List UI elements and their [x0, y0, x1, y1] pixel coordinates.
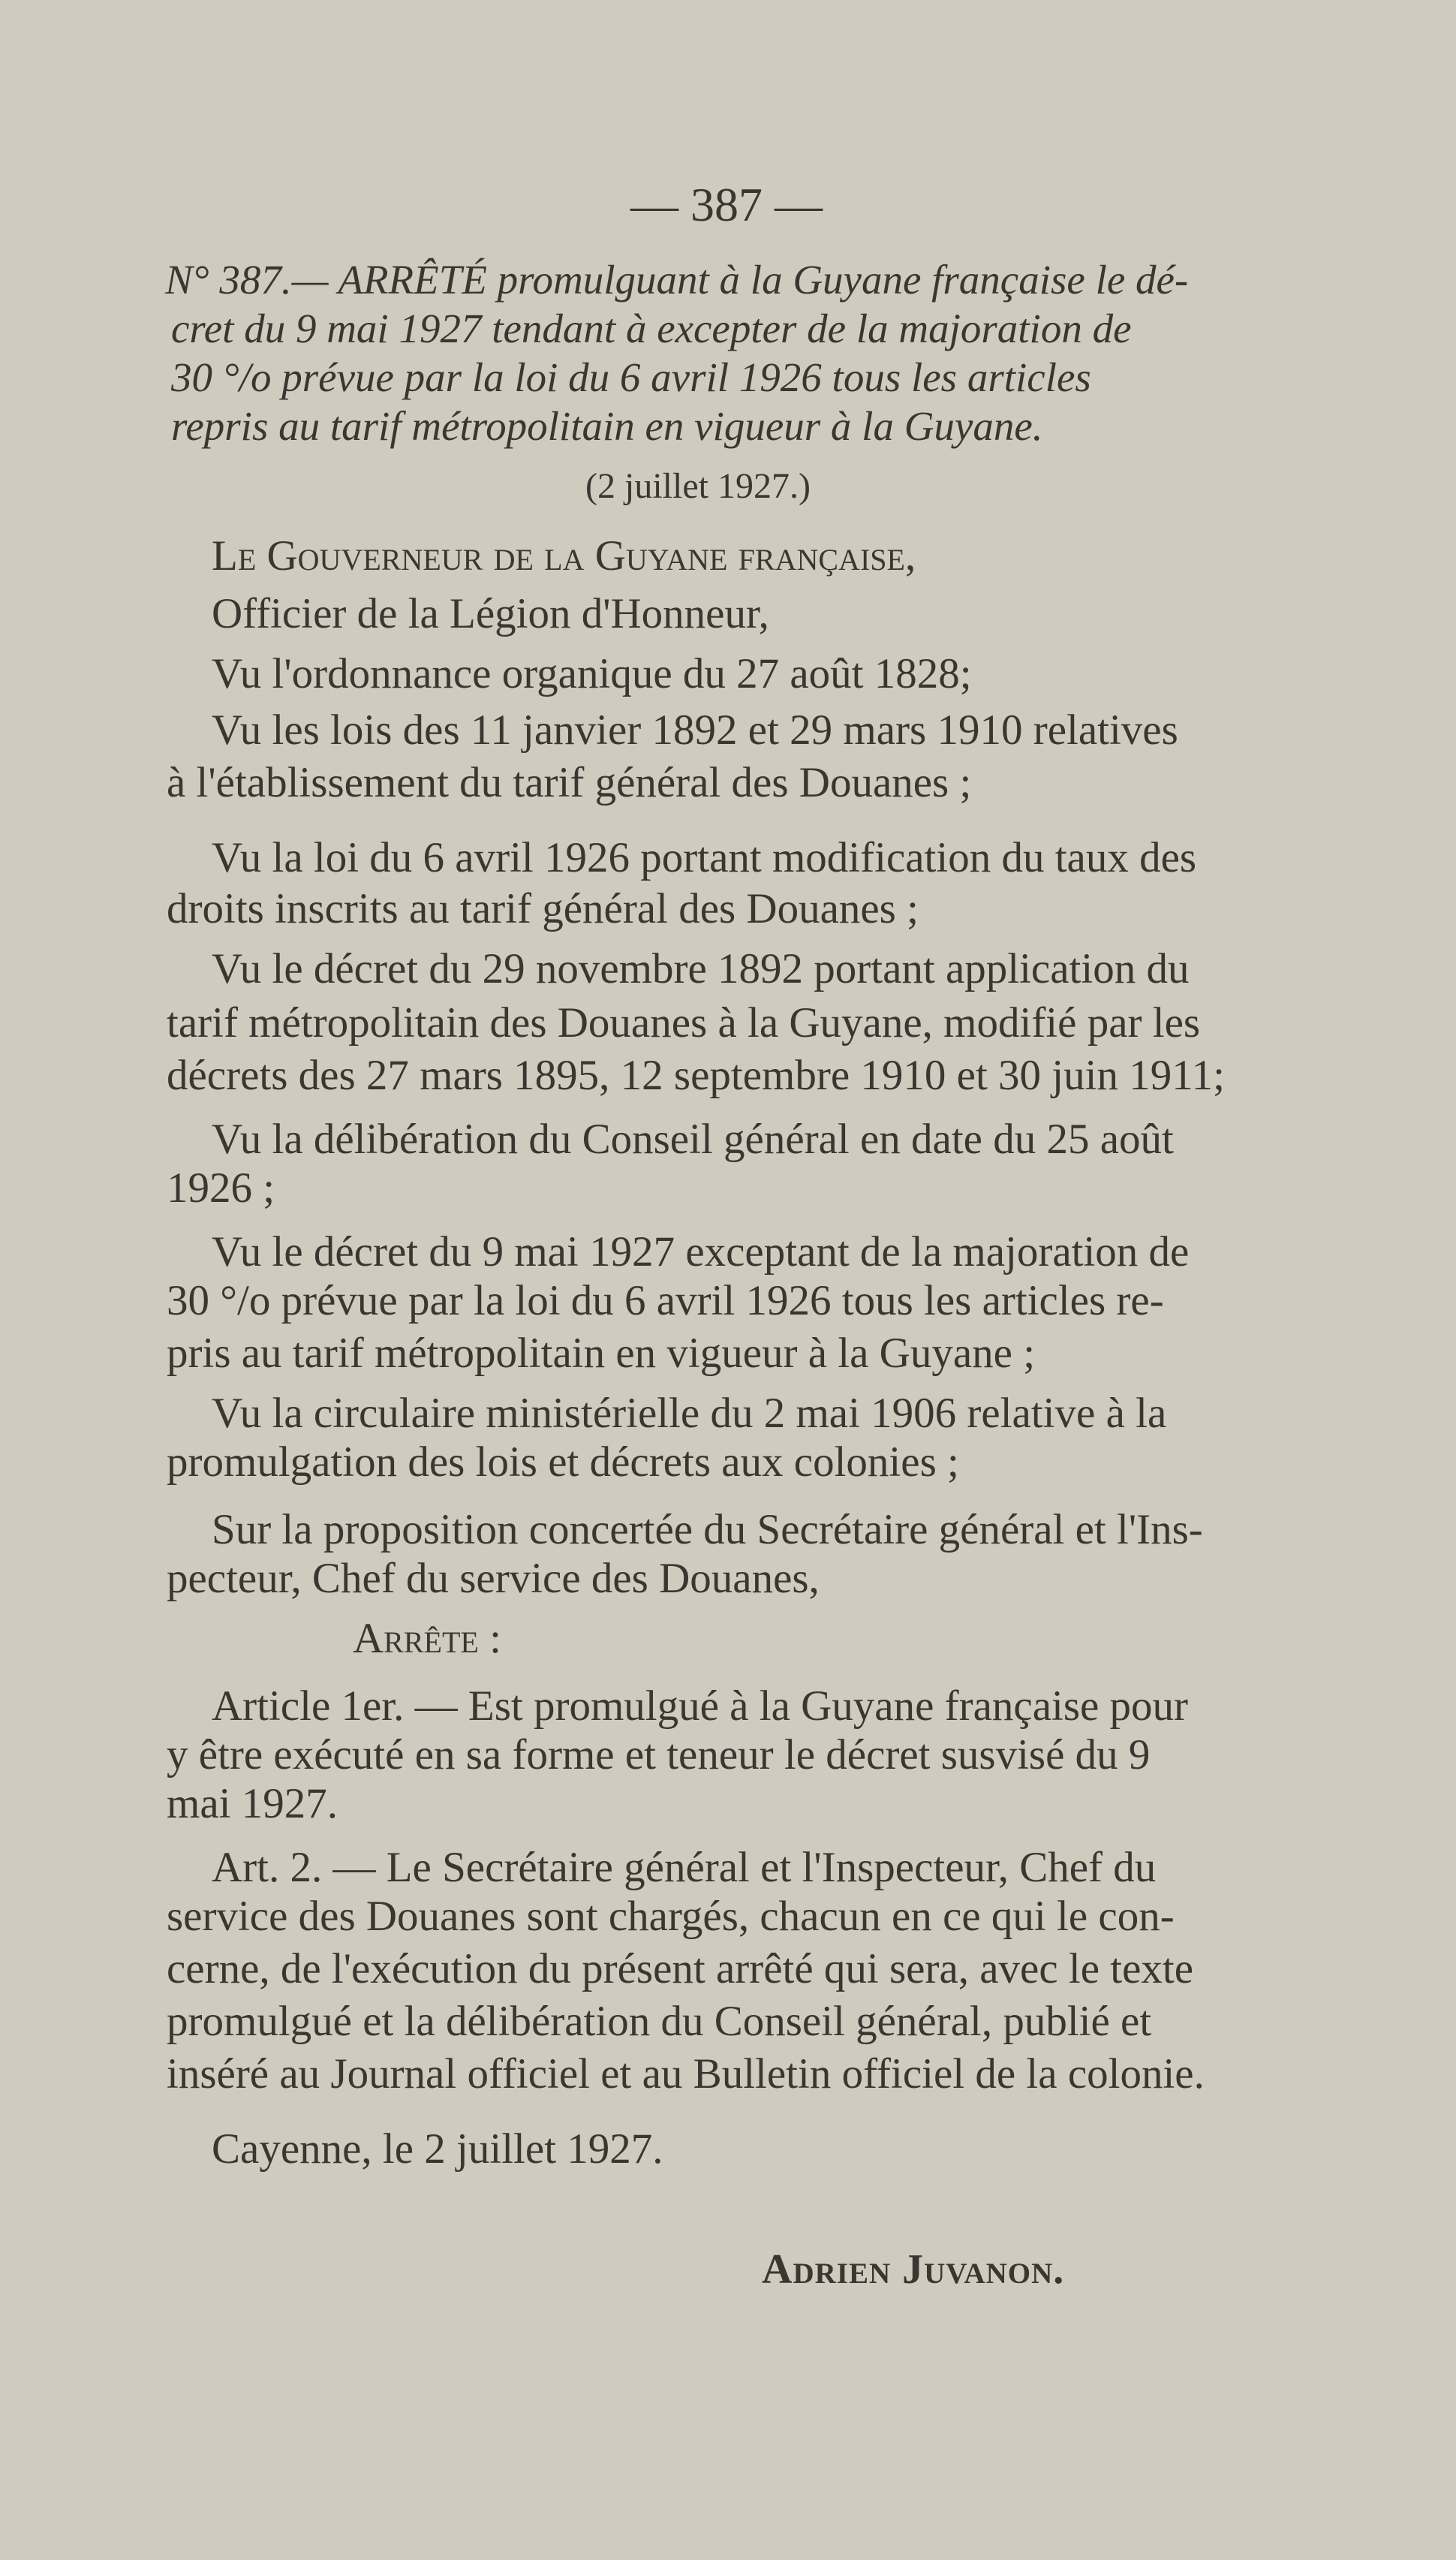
signature: Adrien Juvanon. [762, 2246, 1065, 2293]
body-line: pecteur, Chef du service des Douanes, [167, 1555, 820, 1602]
body-line: droits inscrits au tarif général des Douanes ; [167, 885, 919, 932]
body-line: Vu la circulaire ministérielle du 2 mai 1906 relative à la [212, 1390, 1167, 1437]
body-line: à l'établissement du tarif général des Douanes ; [167, 759, 972, 806]
place-date-line: Cayenne, le 2 juillet 1927. [212, 2125, 663, 2173]
decree-heading: Arrête : [353, 1615, 501, 1662]
heading-line: N° 387.— ARRÊTÉ promulguant à la Guyane française le dé- [165, 257, 1189, 303]
body-line: Article 1er. — Est promulgué à la Guyane française pour [212, 1682, 1189, 1730]
body-line: Vu la délibération du Conseil général en date du 25 août [212, 1116, 1174, 1163]
body-line: Officier de la Légion d'Honneur, [212, 590, 769, 637]
body-line: cerne, de l'exécution du présent arrêté qui sera, avec le texte [167, 1945, 1194, 1992]
body-line: 1926 ; [167, 1164, 275, 1212]
body-line: promulgation des lois et décrets aux colonies ; [167, 1438, 959, 1486]
heading-line: 30 °/o prévue par la loi du 6 avril 1926 tous les articles [171, 354, 1091, 400]
body-line: Vu le décret du 9 mai 1927 exceptant de la majoration de [212, 1228, 1190, 1275]
body-line: inséré au Journal officiel et au Bulletin officiel de la colonie. [167, 2050, 1205, 2098]
body-line: Art. 2. — Le Secrétaire général et l'Inspecteur, Chef du [212, 1844, 1157, 1891]
body-line: Vu le décret du 29 novembre 1892 portant application du [212, 945, 1190, 992]
heading-line: cret du 9 mai 1927 tendant à excepter de la majoration de [171, 306, 1132, 351]
body-line: Le Gouverneur de la Guyane française, [212, 532, 916, 580]
heading-line: repris au tarif métropolitain en vigueur à la Guyane. [171, 403, 1043, 449]
body-line: tarif métropolitain des Douanes à la Guyane, modifié par les [167, 999, 1201, 1047]
body-line: décrets des 27 mars 1895, 12 septembre 1910 et 30 juin 1911; [167, 1052, 1225, 1099]
body-line: Vu l'ordonnance organique du 27 août 1828; [212, 650, 972, 697]
body-line: 30 °/o prévue par la loi du 6 avril 1926 tous les articles re- [167, 1277, 1164, 1324]
body-line: promulgué et la délibération du Conseil général, publié et [167, 1998, 1152, 2045]
body-line: pris au tarif métropolitain en vigueur à la Guyane ; [167, 1330, 1036, 1377]
body-line: Sur la proposition concertée du Secrétaire général et l'Ins- [212, 1506, 1203, 1553]
body-line: y être exécuté en sa forme et teneur le décret susvisé du 9 [167, 1731, 1151, 1778]
body-line: mai 1927. [167, 1780, 338, 1827]
page-number: — 387 — [630, 178, 823, 231]
body-line: Vu la loi du 6 avril 1926 portant modification du taux des [212, 834, 1197, 881]
heading-date: (2 juillet 1927.) [585, 466, 811, 506]
body-line: service des Douanes sont chargés, chacun en ce qui le con- [167, 1893, 1175, 1940]
body-line: Vu les lois des 11 janvier 1892 et 29 mars 1910 relatives [212, 706, 1178, 754]
